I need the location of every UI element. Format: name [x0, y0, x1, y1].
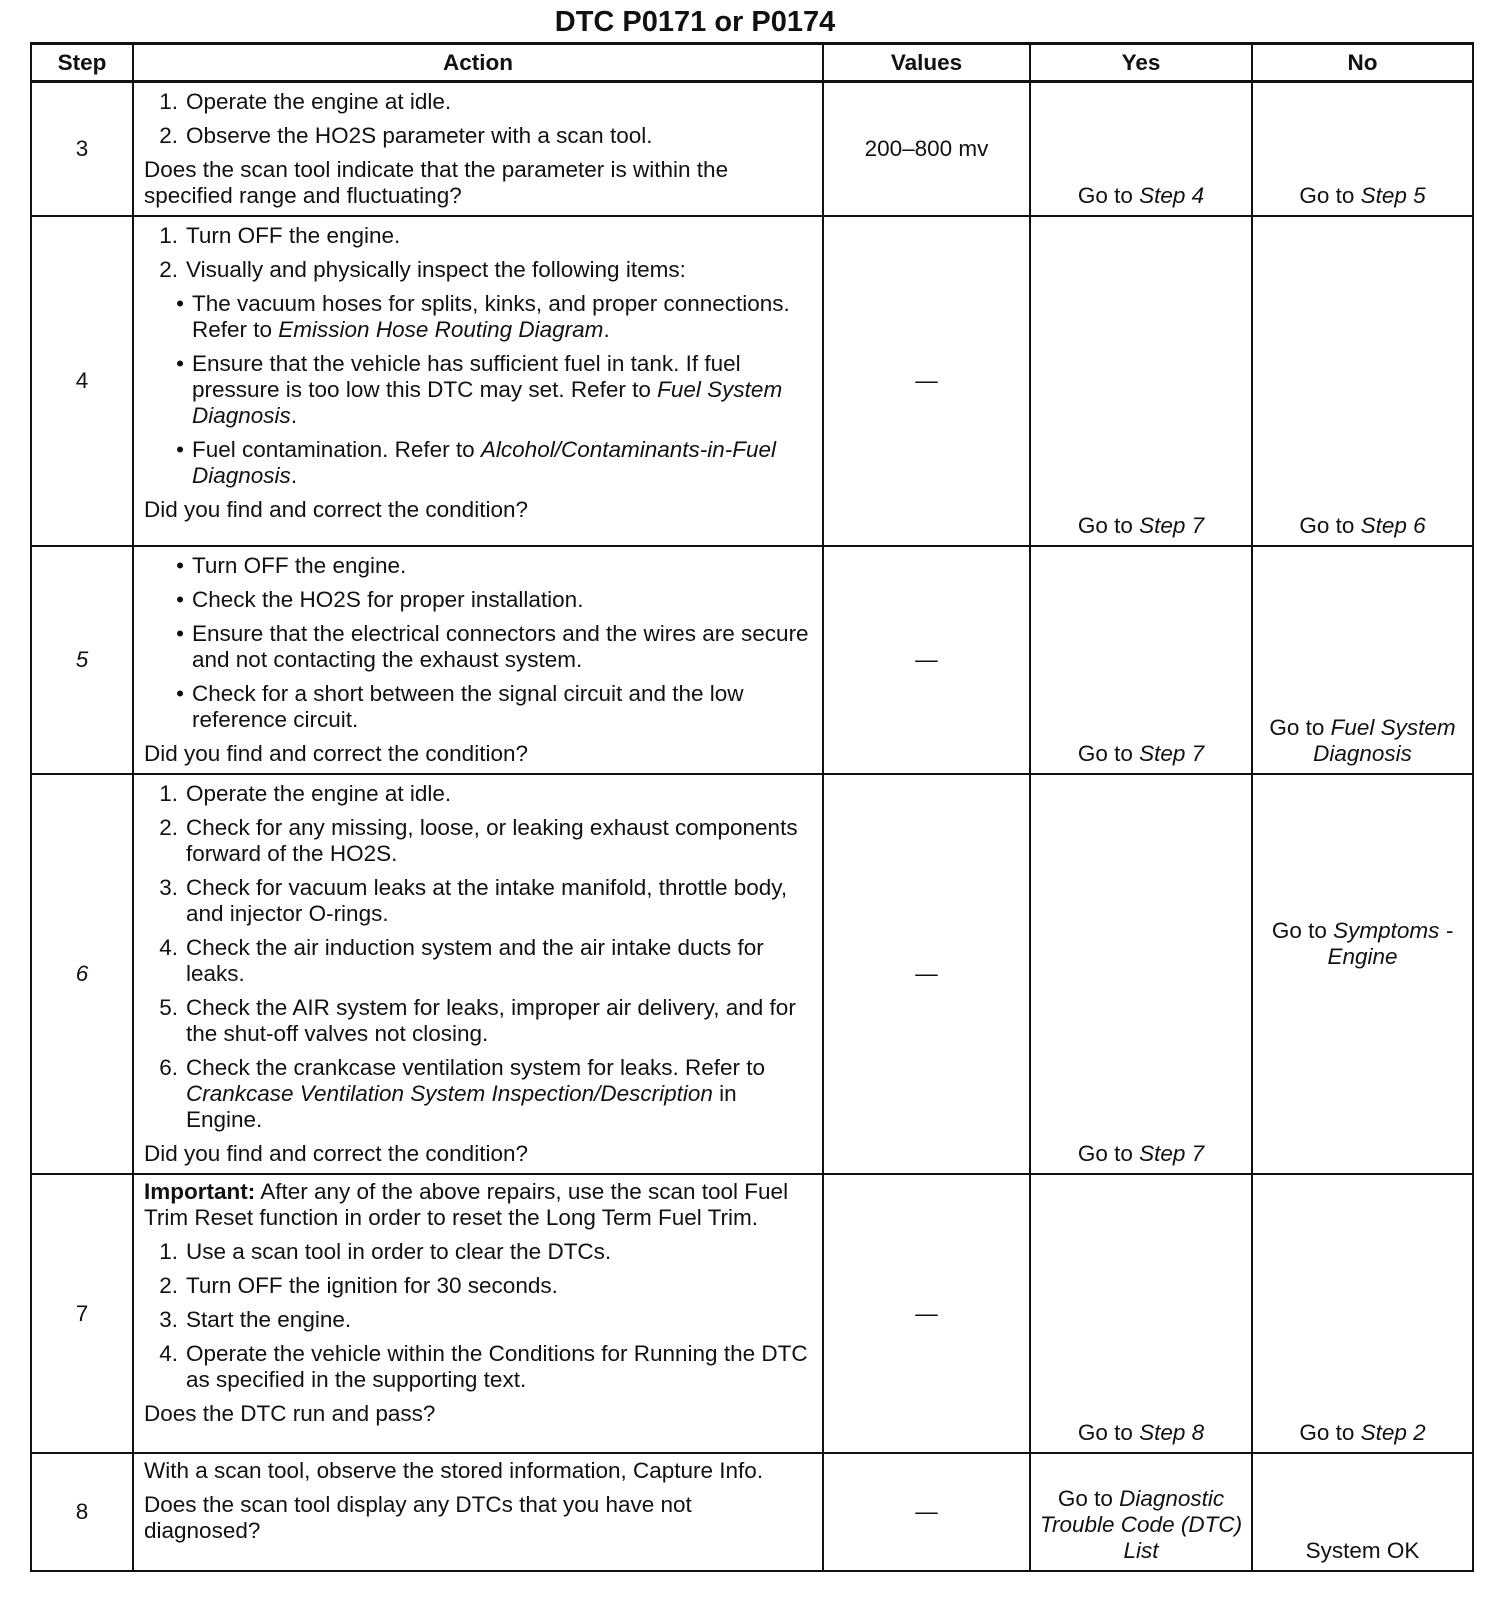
values-cell: 200–800 mv	[823, 82, 1030, 217]
list-item: 4. Check the air induction system and the air intake ducts for leaks.	[159, 935, 764, 986]
table-row-step-5	[31, 546, 1473, 774]
action-cell	[133, 1174, 823, 1453]
action-cell	[133, 82, 823, 217]
step-link[interactable]: Step 4	[1139, 183, 1205, 208]
step-link[interactable]: Step 7	[1139, 741, 1205, 766]
list-item: • Ensure that the electrical connectors and the wires are secure and not contacting the exhaust system.	[176, 621, 809, 672]
list-item: 1. Turn OFF the engine.	[159, 223, 401, 248]
reference-link[interactable]: Emission Hose Routing Diagram	[278, 317, 604, 342]
values-cell: —	[823, 216, 1030, 546]
list-item: 5. Check the AIR system for leaks, improper air delivery, and for the shut-off valves not closing.	[159, 995, 796, 1046]
reference-link[interactable]: Fuel System Diagnosis	[192, 377, 783, 428]
question-text: Does the scan tool indicate that the parameter is within the specified range and fluctuating?	[144, 157, 729, 208]
step-link[interactable]: Step 6	[1360, 513, 1426, 538]
yes-cell: Go to Step 8	[1030, 1174, 1252, 1453]
list-item: 3. Start the engine.	[159, 1307, 352, 1332]
no-cell: Go to Symptoms - Engine	[1252, 774, 1473, 1174]
header-no: No	[1252, 44, 1473, 82]
yes-cell: Go to Diagnostic Trouble Code (DTC) List	[1030, 1453, 1252, 1571]
header-yes: Yes	[1030, 44, 1252, 82]
step-link[interactable]: Step 7	[1139, 1141, 1205, 1166]
step-link[interactable]: Step 5	[1360, 183, 1426, 208]
intro-text: With a scan tool, observe the stored information, Capture Info.	[144, 1458, 764, 1483]
step-link[interactable]: Step 2	[1360, 1420, 1426, 1445]
yes-cell: Go to Step 4	[1030, 82, 1252, 217]
list-item: • Turn OFF the engine.	[176, 553, 407, 578]
reference-link[interactable]: Alcohol/Contaminants-in-Fuel Diagnosis	[192, 437, 777, 488]
no-cell: Go to Fuel System Diagnosis	[1252, 546, 1473, 774]
list-item: 1. Operate the engine at idle.	[159, 89, 452, 114]
action-cell	[133, 546, 823, 774]
header-values: Values	[823, 44, 1030, 82]
no-cell: Go to Step 6	[1252, 216, 1473, 546]
values-cell: —	[823, 1453, 1030, 1571]
no-cell: Go to Step 2	[1252, 1174, 1473, 1453]
question-text: Did you find and correct the condition?	[144, 741, 528, 766]
list-item: 1. Use a scan tool in order to clear the DTCs.	[159, 1239, 612, 1264]
values-cell: —	[823, 546, 1030, 774]
list-item: 2. Check for any missing, loose, or leaking exhaust components forward of the HO2S.	[159, 815, 798, 866]
list-item: • Check for a short between the signal circuit and the low reference circuit.	[176, 681, 744, 732]
header-step: Step	[31, 44, 133, 82]
step-number: 5	[31, 546, 133, 774]
table-row-step-7	[31, 1174, 1473, 1453]
table-row-step-4	[31, 216, 1473, 546]
no-cell: Go to Step 5	[1252, 82, 1473, 217]
page-title: DTC P0171 or P0174	[554, 6, 836, 38]
action-cell	[133, 216, 823, 546]
list-item: 1. Operate the engine at idle.	[159, 781, 452, 806]
step-number: 4	[31, 216, 133, 546]
list-item: 6. Check the crankcase ventilation system for leaks. Refer to Crankcase Ventilation System Inspection/Description in Engine.	[159, 1055, 766, 1132]
list-item: 2. Turn OFF the ignition for 30 seconds.	[159, 1273, 558, 1298]
step-link[interactable]: Step 8	[1139, 1420, 1205, 1445]
action-cell	[133, 1453, 823, 1571]
important-note: Important: After any of the above repairs, use the scan tool Fuel Trim Reset function in order to reset the Long Term Fuel Trim.	[144, 1179, 789, 1230]
header-action: Action	[133, 44, 823, 82]
question-text: Does the DTC run and pass?	[144, 1401, 436, 1426]
values-cell: —	[823, 774, 1030, 1174]
step-number: 7	[31, 1174, 133, 1453]
yes-cell: Go to Step 7	[1030, 216, 1252, 546]
table-row-step-3	[31, 82, 1473, 217]
question-text: Does the scan tool display any DTCs that you have not diagnosed?	[144, 1492, 692, 1543]
values-cell: —	[823, 1174, 1030, 1453]
header-row	[31, 44, 1473, 82]
action-cell	[133, 774, 823, 1174]
important-label: Important:	[144, 1179, 256, 1204]
diagnostic-table	[30, 42, 1474, 1572]
list-item: 4. Operate the vehicle within the Conditions for Running the DTC as specified in the supporting text.	[159, 1341, 808, 1392]
reference-link[interactable]: Crankcase Ventilation System Inspection/Description	[186, 1081, 713, 1106]
step-link[interactable]: Step 7	[1139, 513, 1205, 538]
step-number: 8	[31, 1453, 133, 1571]
no-cell: System OK	[1252, 1453, 1473, 1571]
step-number: 6	[31, 774, 133, 1174]
table-row-step-8	[31, 1453, 1473, 1571]
list-item: 2. Observe the HO2S parameter with a scan tool.	[159, 123, 653, 148]
list-item: • Fuel contamination. Refer to Alcohol/Contaminants-in-Fuel Diagnosis.	[176, 437, 777, 488]
list-item: • Check the HO2S for proper installation.	[176, 587, 584, 612]
question-text: Did you find and correct the condition?	[144, 1141, 528, 1166]
reference-link[interactable]: Diagnostic Trouble Code (DTC) List	[1039, 1486, 1243, 1563]
reference-link[interactable]: Fuel System Diagnosis	[1313, 715, 1456, 766]
question-text: Did you find and correct the condition?	[144, 497, 528, 522]
step-number: 3	[31, 82, 133, 217]
list-item: • Ensure that the vehicle has sufficient fuel in tank. If fuel pressure is too low this DTC may set. Refer to Fuel System Diagnosis.	[176, 351, 783, 428]
yes-cell: Go to Step 7	[1030, 774, 1252, 1174]
list-item: • The vacuum hoses for splits, kinks, and proper connections. Refer to Emission Hose Routing Diagram.	[176, 291, 790, 342]
reference-link[interactable]: Symptoms - Engine	[1327, 918, 1454, 969]
list-item: 3. Check for vacuum leaks at the intake manifold, throttle body, and injector O-rings.	[159, 875, 788, 926]
yes-cell: Go to Step 7	[1030, 546, 1252, 774]
list-item: 2. Visually and physically inspect the following items:	[159, 257, 686, 282]
table-row-step-6	[31, 774, 1473, 1174]
